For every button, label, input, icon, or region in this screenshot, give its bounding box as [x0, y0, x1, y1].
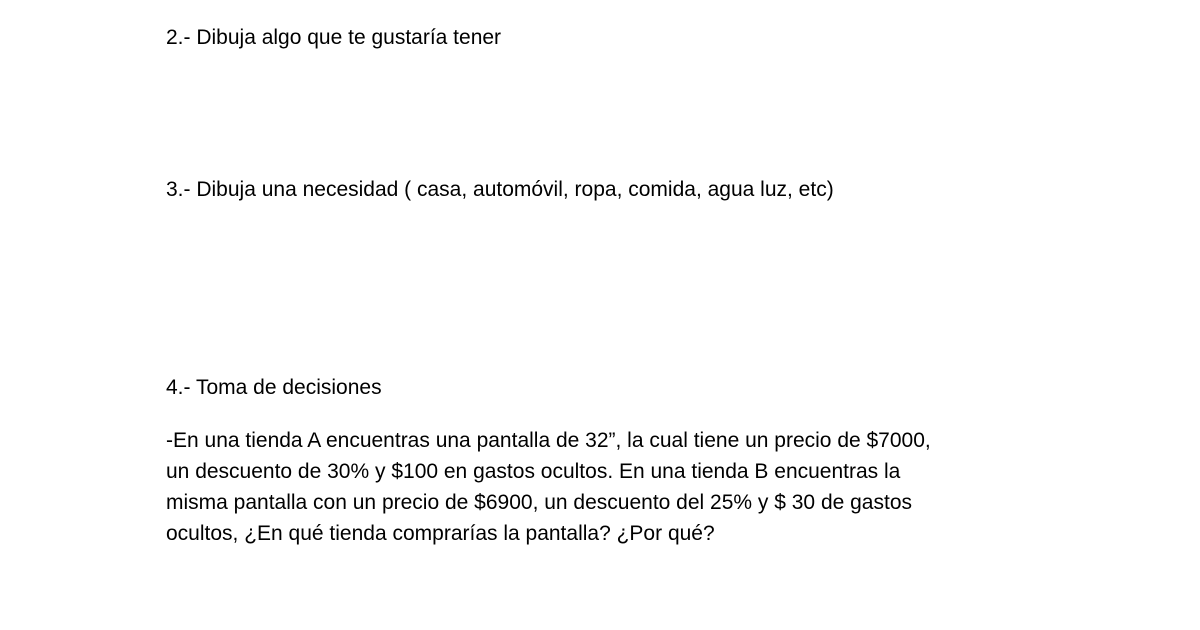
paragraph-line: misma pantalla con un precio de $6900, un descuento del 25% y $ 30 de gastos: [166, 491, 913, 514]
question-4-paragraph: [166, 425, 1046, 549]
paragraph-line: un descuento de 30% y $100 en gastos ocultos. En una tienda B encuentras la: [166, 460, 901, 483]
question-2-heading: 2.- Dibuja algo que te gustaría tener: [166, 26, 502, 49]
paragraph-line: ocultos, ¿En qué tienda comprarías la pantalla? ¿Por qué?: [166, 522, 715, 545]
question-3-heading: 3.- Dibuja una necesidad ( casa, automóvil, ropa, comida, agua luz, etc): [166, 178, 834, 201]
question-4-heading: 4.- Toma de decisiones: [166, 376, 382, 399]
paragraph-line: -En una tienda A encuentras una pantalla de 32”, la cual tiene un precio de $7000,: [166, 429, 931, 452]
